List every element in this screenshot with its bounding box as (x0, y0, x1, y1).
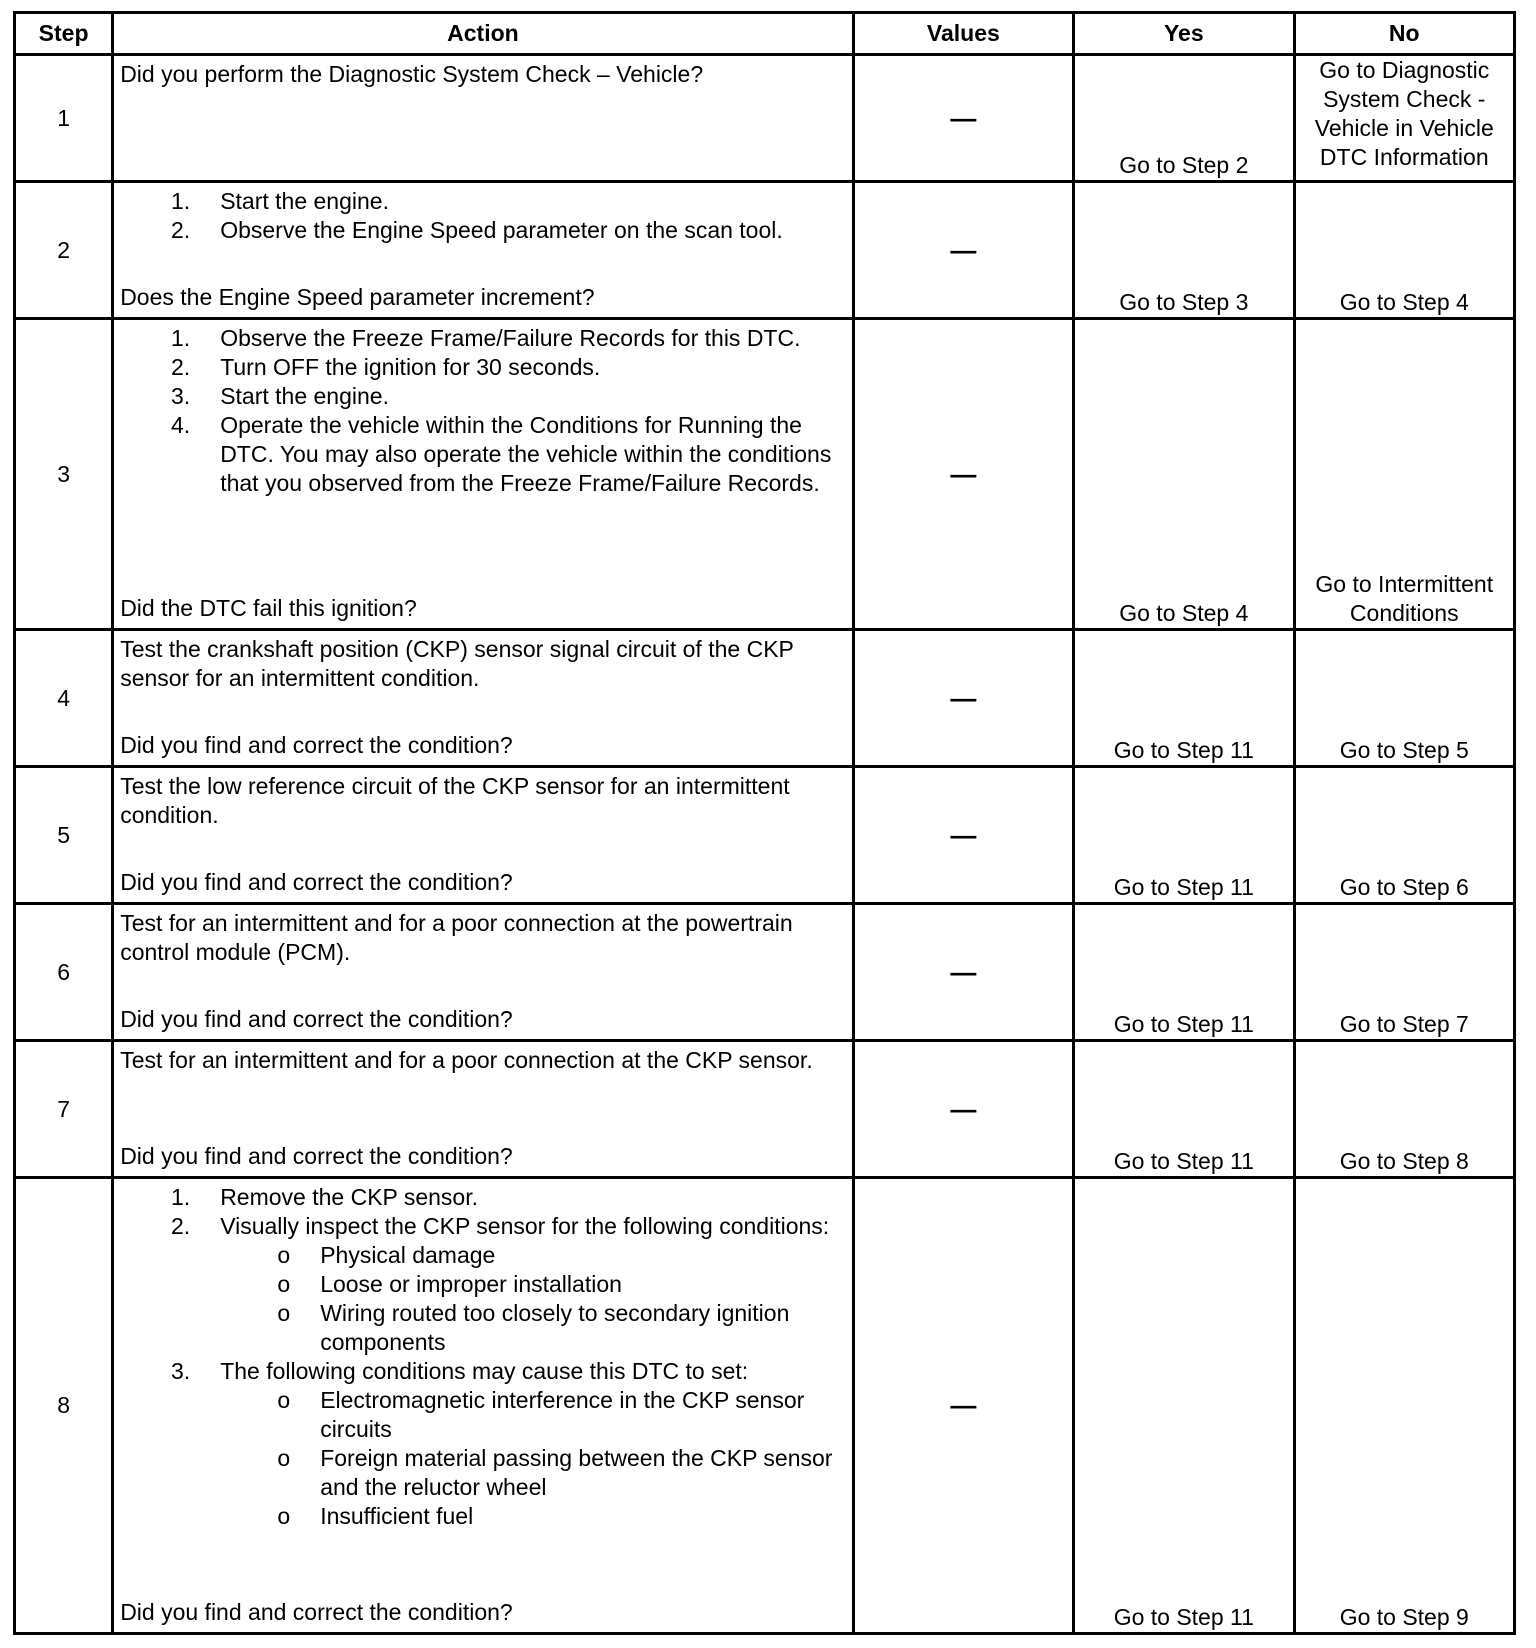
action-cell (113, 1178, 853, 1634)
action-question: Does the Engine Speed parameter increment? (120, 284, 595, 310)
values-cell: — (853, 55, 1073, 182)
table-row (15, 182, 1515, 319)
values-cell: — (853, 319, 1073, 630)
table-row (15, 630, 1515, 767)
no-cell: Go to Step 9 (1294, 1178, 1514, 1634)
action-cell (113, 182, 853, 319)
table-row (15, 904, 1515, 1041)
header-values: Values (853, 13, 1073, 55)
values-cell: — (853, 904, 1073, 1041)
list-item: 4. Operate the vehicle within the Conditions for Running the DTC. You may also operate the vehicle within the conditions that you observed from the Freeze Frame/Failure Records. (171, 412, 832, 496)
action-intro: Test the crankshaft position (CKP) sensor signal circuit of the CKP sensor for an intermittent condition. (120, 636, 794, 691)
action-cell (113, 319, 853, 630)
table-row (15, 1041, 1515, 1178)
table-row (15, 1178, 1515, 1634)
values-cell: — (853, 767, 1073, 904)
no-cell: Go to Step 8 (1294, 1041, 1514, 1178)
action-cell (113, 55, 853, 182)
yes-cell: Go to Step 11 (1074, 1041, 1294, 1178)
no-cell: Go to Step 7 (1294, 904, 1514, 1041)
header-row (15, 13, 1515, 55)
yes-cell: Go to Step 11 (1074, 1178, 1294, 1634)
no-cell: Go to Diagnostic System Check - Vehicle in Vehicle DTC Information (1294, 55, 1514, 182)
sub-list-item: o Electromagnetic interference in the CKP sensor circuits (277, 1387, 805, 1442)
sub-list-item: o Insufficient fuel (277, 1503, 474, 1529)
no-cell: Go to Step 4 (1294, 182, 1514, 319)
no-cell: Go to Step 6 (1294, 767, 1514, 904)
yes-cell: Go to Step 11 (1074, 767, 1294, 904)
action-cell (113, 767, 853, 904)
step-number: 5 (15, 767, 113, 904)
table-row (15, 319, 1515, 630)
list-item: 1. Start the engine. (171, 188, 389, 214)
yes-cell: Go to Step 11 (1074, 904, 1294, 1041)
yes-cell: Go to Step 11 (1074, 630, 1294, 767)
yes-cell: Go to Step 2 (1074, 55, 1294, 182)
diagnostic-table (13, 11, 1516, 1635)
action-intro: Test for an intermittent and for a poor connection at the CKP sensor. (120, 1047, 813, 1073)
step-number: 7 (15, 1041, 113, 1178)
action-cell (113, 630, 853, 767)
list-item: 3. Start the engine. (171, 383, 389, 409)
action-question: Did the DTC fail this ignition? (120, 595, 417, 621)
list-item: 2. Visually inspect the CKP sensor for the following conditions: o Physical damage o Loose or improper installation o Wiring routed too closely to secondary ignition components (120, 1212, 847, 1357)
values-cell: — (853, 1178, 1073, 1634)
step-number: 6 (15, 904, 113, 1041)
action-intro: Test the low reference circuit of the CKP sensor for an intermittent condition. (120, 773, 790, 828)
header-yes: Yes (1074, 13, 1294, 55)
list-item: 2. Turn OFF the ignition for 30 seconds. (171, 354, 601, 380)
yes-cell: Go to Step 3 (1074, 182, 1294, 319)
no-cell: Go to Intermittent Conditions (1294, 319, 1514, 630)
action-question: Did you find and correct the condition? (120, 1006, 513, 1032)
table-row (15, 767, 1515, 904)
action-cell (113, 904, 853, 1041)
header-action: Action (113, 13, 853, 55)
header-no: No (1294, 13, 1514, 55)
sub-list-item: o Physical damage (277, 1242, 496, 1268)
action-question: Did you find and correct the condition? (120, 1143, 513, 1169)
values-cell: — (853, 630, 1073, 767)
values-cell: — (853, 182, 1073, 319)
list-item: 1. Remove the CKP sensor. (171, 1184, 479, 1210)
action-question: Did you find and correct the condition? (120, 869, 513, 895)
yes-cell: Go to Step 4 (1074, 319, 1294, 630)
sub-list-item: o Foreign material passing between the CKP sensor and the reluctor wheel (277, 1445, 833, 1500)
list-item: 3. The following conditions may cause this DTC to set: o Electromagnetic interference in the CKP sensor circuits o Foreign material passing between the CKP sensor and the reluctor wheel o Insufficient fuel (120, 1357, 847, 1531)
action-intro: Test for an intermittent and for a poor connection at the powertrain control module (PCM). (120, 910, 793, 965)
action-intro: Did you perform the Diagnostic System Check – Vehicle? (120, 61, 704, 87)
action-question: Did you find and correct the condition? (120, 732, 513, 758)
list-item: 2. Observe the Engine Speed parameter on the scan tool. (171, 217, 783, 243)
header-step: Step (15, 13, 113, 55)
list-item: 1. Observe the Freeze Frame/Failure Records for this DTC. (171, 325, 801, 351)
step-number: 3 (15, 319, 113, 630)
step-number: 8 (15, 1178, 113, 1634)
step-number: 2 (15, 182, 113, 319)
values-cell: — (853, 1041, 1073, 1178)
step-number: 4 (15, 630, 113, 767)
sub-list-item: o Loose or improper installation (277, 1271, 622, 1297)
table-row (15, 55, 1515, 182)
action-question: Did you find and correct the condition? (120, 1599, 513, 1625)
no-cell: Go to Step 5 (1294, 630, 1514, 767)
step-number: 1 (15, 55, 113, 182)
sub-list-item: o Wiring routed too closely to secondary ignition components (277, 1300, 790, 1355)
action-cell (113, 1041, 853, 1178)
